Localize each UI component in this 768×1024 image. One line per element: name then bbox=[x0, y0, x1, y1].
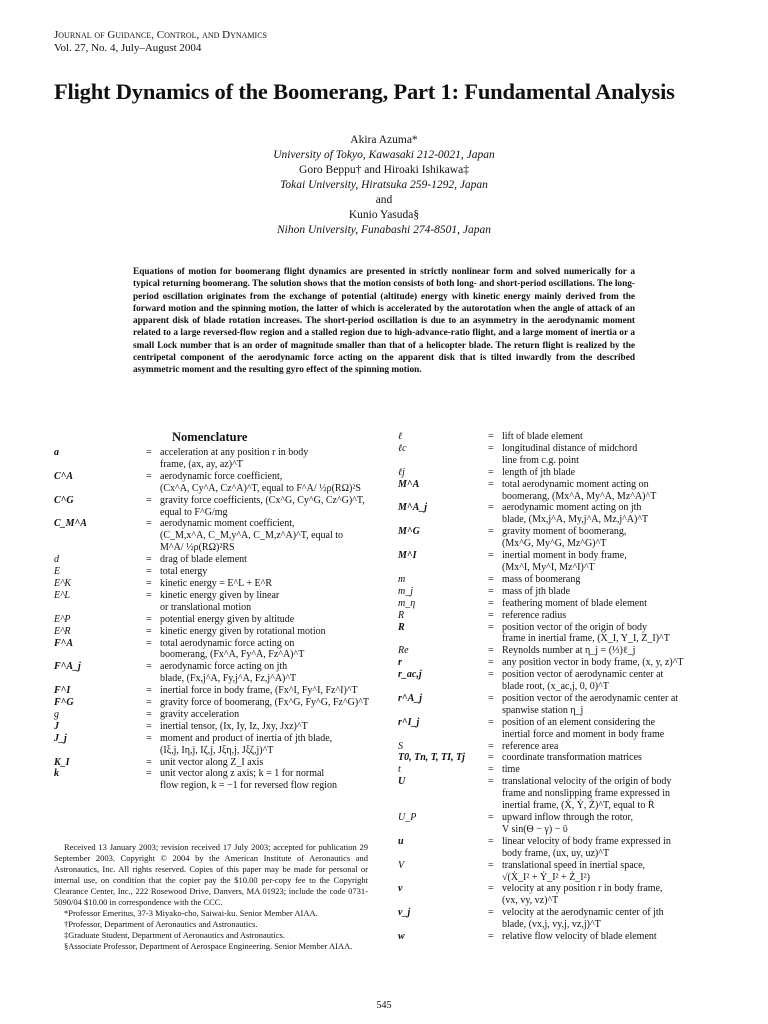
nomenclature-entry bbox=[54, 614, 374, 626]
nomenclature-definition: gravity force of boomerang, (Fx^G, Fy^G, Fz^G)^T bbox=[160, 697, 370, 709]
equals-sign: = bbox=[488, 502, 494, 514]
nomenclature-right-column bbox=[398, 431, 734, 943]
nomenclature-entry bbox=[54, 697, 374, 709]
nomenclature-symbol: F^A_j bbox=[54, 661, 81, 673]
nomenclature-symbol: T0, Tn, T, TI, Tj bbox=[398, 752, 465, 764]
footnote: *Professor Emeritus, 37-3 Miyako-cho, Saiwai-ku. Senior Member AIAA. bbox=[64, 908, 318, 918]
author-affiliation: Nihon University, Funabashi 274-8501, Japan bbox=[276, 224, 491, 236]
equals-sign: = bbox=[488, 645, 494, 657]
nomenclature-definition: drag of blade element bbox=[160, 554, 247, 566]
nomenclature-symbol: S bbox=[398, 740, 403, 752]
nomenclature-definition: total aerodynamic force acting on boomerang, (Fx^A, Fy^A, Fz^A)^T bbox=[160, 637, 305, 661]
nomenclature-definition: mass of boomerang bbox=[502, 573, 581, 585]
equals-sign: = bbox=[146, 637, 152, 649]
nomenclature-entry bbox=[398, 645, 734, 657]
nomenclature-entry bbox=[398, 883, 734, 907]
equals-sign: = bbox=[146, 470, 152, 482]
equals-sign: = bbox=[146, 697, 152, 709]
nomenclature-symbol: E^K bbox=[54, 577, 71, 589]
equals-sign: = bbox=[146, 518, 152, 530]
nomenclature-entry bbox=[398, 526, 734, 550]
nomenclature-symbol: M^A bbox=[398, 478, 420, 490]
nomenclature-entry bbox=[398, 752, 734, 764]
nomenclature-definition: linear velocity of body frame expressed in body frame, (ux, uy, uz)^T bbox=[502, 835, 671, 859]
equals-sign: = bbox=[488, 907, 494, 919]
nomenclature-entry bbox=[54, 768, 374, 792]
nomenclature-entry bbox=[398, 502, 734, 526]
nomenclature-definition: relative flow velocity of blade element bbox=[502, 931, 657, 943]
nomenclature-entry bbox=[54, 471, 374, 495]
nomenclature-entry bbox=[54, 578, 374, 590]
nomenclature-entry bbox=[398, 717, 734, 741]
nomenclature-symbol: r^A_j bbox=[398, 692, 423, 704]
paper-title: Flight Dynamics of the Boomerang, Part 1: Fundamental Analysis bbox=[54, 79, 675, 104]
nomenclature-entry bbox=[54, 733, 374, 757]
nomenclature-symbol: v bbox=[398, 883, 403, 895]
nomenclature-symbol: C^G bbox=[54, 494, 74, 506]
nomenclature-symbol: M^G bbox=[398, 526, 420, 538]
equals-sign: = bbox=[488, 812, 494, 823]
nomenclature-definition: kinetic energy given by rotational motion bbox=[160, 625, 326, 637]
nomenclature-entry bbox=[54, 590, 374, 614]
nomenclature-definition: unit vector along z axis; k = 1 for normal flow region, k = −1 for reversed flow region bbox=[160, 768, 338, 792]
nomenclature-entry bbox=[398, 931, 734, 943]
nomenclature-definition: acceleration at any position r in body frame, (ax, ay, az)^T bbox=[160, 447, 309, 470]
nomenclature-symbol: E^L bbox=[54, 589, 70, 601]
nomenclature-symbol: J bbox=[54, 720, 59, 732]
equals-sign: = bbox=[488, 716, 494, 728]
equals-sign: = bbox=[146, 494, 152, 506]
nomenclature-symbol: V bbox=[398, 859, 405, 871]
equals-sign: = bbox=[146, 447, 152, 458]
nomenclature-entry bbox=[54, 495, 374, 519]
nomenclature-definition: position vector of aerodynamic center at blade root, (x_ac,j, 0, 0)^T bbox=[502, 669, 664, 693]
footnote: Received 13 January 2003; revision received 17 July 2003; accepted for publication 29 September 2003. Copyright © 2004 by the American Institute of Aeronautics and Astronautics, Inc. All rights reserved. Copies of this paper may be made for personal or internal use, on condition that the copier pay the $10.00 per-copy fee to the Copyright Clearance Center, Inc., 222 Rosewood Drive, Danvers, MA 01923; include the code 0731-5090/04 $10.00 in correspondence with the CCC. bbox=[54, 842, 368, 907]
author-name: Kunio Yasuda§ bbox=[348, 209, 420, 221]
nomenclature-definition: position vector of the origin of body frame in inertial frame, (X_I, Y_I, Z_I)^T bbox=[502, 621, 670, 645]
nomenclature-definition: gravity moment of boomerang, (Mx^G, My^G, Mz^G)^T bbox=[502, 526, 627, 550]
nomenclature-symbol: E bbox=[54, 566, 61, 578]
nomenclature-symbol: w bbox=[398, 931, 405, 943]
nomenclature-definition: velocity at any position r in body frame, (vx, vy, vz)^T bbox=[502, 883, 663, 907]
nomenclature-definition: inertial tensor, (Ix, Iy, Iz, Jxy, Jxz)^T bbox=[160, 720, 308, 732]
nomenclature-symbol: M^A_j bbox=[398, 502, 428, 514]
nomenclature-entry bbox=[54, 757, 374, 769]
equals-sign: = bbox=[488, 931, 494, 943]
equals-sign: = bbox=[146, 589, 152, 601]
nomenclature-definition: total aerodynamic moment acting on boomerang, (Mx^A, My^A, Mz^A)^T bbox=[502, 478, 657, 502]
nomenclature-entry bbox=[54, 554, 374, 566]
footnotes bbox=[54, 842, 368, 952]
nomenclature-symbol: m_η bbox=[398, 597, 416, 609]
nomenclature-entry bbox=[398, 431, 734, 443]
nomenclature-entry bbox=[54, 721, 374, 733]
equals-sign: = bbox=[488, 883, 494, 895]
nomenclature-symbol: R bbox=[398, 609, 405, 621]
equals-sign: = bbox=[146, 661, 152, 673]
nomenclature-entry bbox=[398, 550, 734, 574]
nomenclature-entry bbox=[398, 443, 734, 467]
nomenclature-symbol: m_j bbox=[398, 585, 413, 597]
nomenclature-symbol: t bbox=[398, 764, 401, 776]
nomenclature-definition: position vector of the aerodynamic center at spanwise station η_j bbox=[502, 692, 679, 716]
nomenclature-entry bbox=[54, 685, 374, 697]
equals-sign: = bbox=[488, 597, 494, 609]
nomenclature-entry bbox=[398, 860, 734, 884]
nomenclature-entry bbox=[54, 566, 374, 578]
equals-sign: = bbox=[146, 577, 152, 589]
nomenclature-symbol: U_P bbox=[398, 812, 417, 823]
equals-sign: = bbox=[146, 756, 152, 768]
equals-sign: = bbox=[488, 478, 494, 490]
nomenclature-definition: upward inflow through the rotor, V sin(Θ − γ) − ῡ bbox=[502, 812, 633, 835]
nomenclature-left-column bbox=[54, 447, 374, 792]
nomenclature-definition: kinetic energy = E^L + E^R bbox=[160, 577, 273, 589]
equals-sign: = bbox=[488, 740, 494, 752]
nomenclature-symbol: r^I_j bbox=[398, 716, 420, 728]
nomenclature-definition: time bbox=[502, 764, 520, 776]
nomenclature-entry bbox=[398, 693, 734, 717]
nomenclature-entry bbox=[398, 598, 734, 610]
equals-sign: = bbox=[488, 835, 494, 847]
nomenclature-symbol: r bbox=[398, 657, 402, 669]
nomenclature-definition: any position vector in body frame, (x, y, z)^T bbox=[502, 657, 684, 669]
nomenclature-symbol: d bbox=[54, 554, 59, 566]
nomenclature-entry bbox=[398, 812, 734, 836]
nomenclature-definition: velocity at the aerodynamic center of jth blade, (vx,j, vy,j, vz,j)^T bbox=[502, 907, 664, 931]
equals-sign: = bbox=[146, 768, 152, 780]
equals-sign: = bbox=[488, 859, 494, 871]
nomenclature-symbol: K_I bbox=[54, 756, 70, 768]
nomenclature-definition: moment and product of inertia of jth blade, (Iξ,j, Iη,j, Iζ,j, Jξη,j, Jξζ,j)^T bbox=[160, 732, 333, 756]
author-block bbox=[0, 133, 768, 238]
author-name: Goro Beppu† and Hiroaki Ishikawa‡ bbox=[299, 164, 469, 176]
nomenclature-symbol: U bbox=[398, 776, 406, 788]
nomenclature-definition: longitudinal distance of midchord line from c.g. point bbox=[502, 442, 638, 466]
nomenclature-symbol: E^P bbox=[54, 613, 71, 625]
equals-sign: = bbox=[488, 621, 494, 633]
nomenclature-entry bbox=[54, 518, 374, 554]
nomenclature-definition: kinetic energy given by linear or translational motion bbox=[160, 589, 280, 613]
nomenclature-entry bbox=[398, 764, 734, 776]
nomenclature-entry bbox=[54, 626, 374, 638]
nomenclature-entry bbox=[398, 586, 734, 598]
nomenclature-symbol: r_ac,j bbox=[398, 669, 422, 681]
nomenclature-symbol: Re bbox=[398, 645, 409, 657]
nomenclature-entry bbox=[398, 467, 734, 479]
journal-header bbox=[54, 29, 267, 55]
nomenclature-definition: total energy bbox=[160, 566, 208, 578]
nomenclature-entry bbox=[54, 447, 374, 471]
nomenclature-entry bbox=[54, 661, 374, 685]
nomenclature-symbol: u bbox=[398, 835, 404, 847]
nomenclature-symbol: ℓ bbox=[398, 431, 403, 442]
nomenclature-definition: reference radius bbox=[502, 609, 567, 621]
nomenclature-symbol: ℓj bbox=[398, 466, 405, 478]
abstract: Equations of motion for boomerang flight dynamics are presented in strictly nonlinear form and solved numerically for a typical returning boomerang. The solution shows that the motion consists of both long- and short-period oscillations. The long-period oscillation originates from the exchange of potential (altitude) energy with kinetic energy mainly derived from the forward motion and the spinning motion, the latter of which is accelerated by the autorotation when the angle of attack of an apparent disk of blade rotation increases. The short-period oscillation is due to an asymmetry in the aerodynamic moment related to a large reversed-flow region and a stalled region due to high-advance-ratio flight, and a large moment of inertia or a small Lock number that is an order of magnitude smaller than that of a helicopter blade. The return flight is realized by the centripetal component of the aerodynamic force acting on the apparent disk that is tilted inwardly from the described asymmetric moment and the resulting gyro effect of the spinning motion. bbox=[133, 267, 635, 376]
nomenclature-entry bbox=[398, 479, 734, 503]
journal-name: Journal of Guidance, Control, and Dynamics bbox=[54, 29, 267, 41]
page-number: 545 bbox=[376, 1000, 392, 1011]
nomenclature-entry bbox=[398, 610, 734, 622]
equals-sign: = bbox=[146, 685, 152, 697]
equals-sign: = bbox=[488, 752, 494, 764]
nomenclature-definition: gravity force coefficients, (Cx^G, Cy^G, Cz^G)^T, equal to F^G/mg bbox=[160, 494, 365, 518]
equals-sign: = bbox=[488, 585, 494, 597]
nomenclature-symbol: ℓc bbox=[398, 442, 407, 454]
equals-sign: = bbox=[488, 776, 494, 788]
nomenclature-definition: lift of blade element bbox=[502, 431, 583, 442]
nomenclature-entry bbox=[398, 622, 734, 646]
author-affiliation: Tokai University, Hiratsuka 259-1292, Japan bbox=[280, 179, 488, 191]
equals-sign: = bbox=[146, 613, 152, 625]
nomenclature-heading: Nomenclature bbox=[172, 430, 248, 444]
nomenclature-symbol: E^R bbox=[54, 625, 71, 637]
equals-sign: = bbox=[146, 708, 152, 720]
nomenclature-symbol: R bbox=[398, 621, 405, 633]
equals-sign: = bbox=[146, 625, 152, 637]
equals-sign: = bbox=[488, 431, 494, 442]
nomenclature-symbol: F^I bbox=[54, 685, 71, 697]
nomenclature-definition: aerodynamic force acting on jth blade, (Fx,j^A, Fy,j^A, Fz,j^A)^T bbox=[160, 661, 297, 685]
nomenclature-definition: aerodynamic moment acting on jth blade, (Mx,j^A, My,j^A, Mz,j^A)^T bbox=[502, 502, 649, 526]
nomenclature-definition: reference area bbox=[502, 740, 559, 752]
nomenclature-definition: position of an element considering the inertial force and moment in body frame bbox=[502, 716, 665, 740]
nomenclature-symbol: F^G bbox=[54, 697, 74, 709]
nomenclature-symbol: k bbox=[54, 768, 59, 780]
equals-sign: = bbox=[146, 732, 152, 744]
equals-sign: = bbox=[488, 573, 494, 585]
nomenclature-entry bbox=[398, 836, 734, 860]
footnote: †Professor, Department of Aeronautics and Astronautics. bbox=[64, 919, 258, 929]
equals-sign: = bbox=[488, 692, 494, 704]
equals-sign: = bbox=[488, 526, 494, 538]
nomenclature-entry bbox=[398, 669, 734, 693]
nomenclature-definition: unit vector along Z_I axis bbox=[160, 756, 264, 768]
nomenclature-definition: gravity acceleration bbox=[160, 708, 240, 720]
footnote: §Associate Professor, Department of Aerospace Engineering. Senior Member AIAA. bbox=[64, 941, 353, 951]
nomenclature-definition: Reynolds number at η_j = (⅓)ℓ_j bbox=[502, 645, 636, 657]
nomenclature-symbol: g bbox=[54, 708, 59, 720]
equals-sign: = bbox=[488, 609, 494, 621]
equals-sign: = bbox=[146, 566, 152, 578]
equals-sign: = bbox=[488, 764, 494, 776]
nomenclature-definition: coordinate transformation matrices bbox=[502, 752, 642, 764]
nomenclature-definition: mass of jth blade bbox=[502, 585, 571, 597]
author-name: Akira Azuma* bbox=[350, 134, 418, 146]
nomenclature-definition: aerodynamic moment coefficient, (C_M,x^A, C_M,y^A, C_M,z^A)^T, equal to M^A/ ½ρ(RΩ)²RS bbox=[160, 518, 344, 554]
nomenclature-symbol: M^I bbox=[398, 550, 417, 562]
equals-sign: = bbox=[146, 720, 152, 732]
author-conjunction: and bbox=[375, 194, 393, 206]
nomenclature-definition: aerodynamic force coefficient, (Cx^A, Cy^A, Cz^A)^T, equal to F^A/ ½ρ(RΩ)²S bbox=[160, 470, 361, 494]
nomenclature-symbol: J_j bbox=[54, 732, 67, 744]
nomenclature-entry bbox=[54, 709, 374, 721]
equals-sign: = bbox=[488, 466, 494, 478]
nomenclature-entry bbox=[398, 574, 734, 586]
nomenclature-definition: potential energy given by altitude bbox=[160, 613, 295, 625]
nomenclature-symbol: C^A bbox=[54, 470, 74, 482]
nomenclature-definition: inertial moment in body frame, (Mx^I, My^I, Mz^I)^T bbox=[502, 550, 627, 573]
nomenclature-definition: length of jth blade bbox=[502, 466, 576, 478]
equals-sign: = bbox=[488, 550, 494, 562]
nomenclature-entry bbox=[398, 741, 734, 753]
nomenclature-definition: translational velocity of the origin of body frame and nonslipping frame expressed in inertial frame, (Ẋ, Ẏ, Ż)^T, equal to Ṙ bbox=[502, 776, 672, 812]
nomenclature-entry bbox=[398, 907, 734, 931]
nomenclature-definition: inertial force in body frame, (Fx^I, Fy^I, Fz^I)^T bbox=[160, 685, 358, 697]
nomenclature-entry bbox=[54, 638, 374, 662]
equals-sign: = bbox=[488, 442, 494, 454]
nomenclature-symbol: C_M^A bbox=[54, 518, 87, 530]
nomenclature-symbol: v_j bbox=[398, 907, 411, 919]
footnote: ‡Graduate Student, Department of Aeronautics and Astronautics. bbox=[64, 930, 285, 940]
equals-sign: = bbox=[488, 657, 494, 669]
nomenclature-entry bbox=[398, 657, 734, 669]
equals-sign: = bbox=[146, 554, 152, 566]
nomenclature-symbol: m bbox=[398, 573, 406, 585]
author-affiliation: University of Tokyo, Kawasaki 212-0021, Japan bbox=[273, 149, 495, 161]
nomenclature-entry bbox=[398, 776, 734, 812]
equals-sign: = bbox=[488, 669, 494, 681]
nomenclature-symbol: a bbox=[54, 447, 59, 458]
nomenclature-definition: translational speed in inertial space, √(Ẋ_I² + Ẏ_I² + Ż_I²) bbox=[502, 859, 646, 883]
nomenclature-symbol: F^A bbox=[54, 637, 74, 649]
nomenclature-definition: feathering moment of blade element bbox=[502, 597, 647, 609]
journal-volume: Vol. 27, No. 4, July–August 2004 bbox=[54, 42, 202, 54]
